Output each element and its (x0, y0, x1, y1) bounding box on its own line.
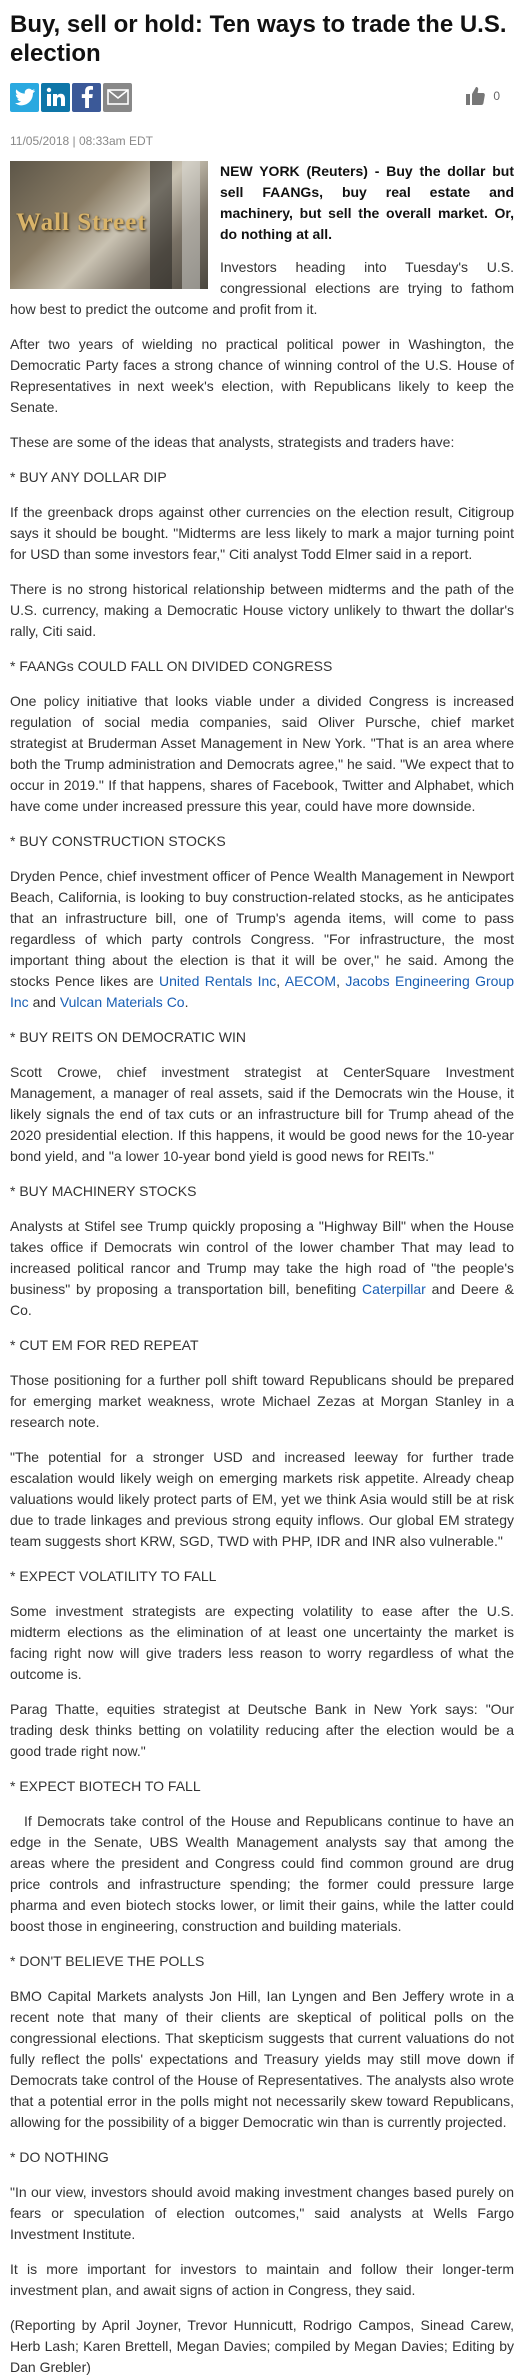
facebook-icon (80, 86, 94, 108)
paragraph: "The potential for a stronger USD and increased leeway for further trade escalation would likely weigh on emerging markets risk appetite. Already cheap valuations would likely protect parts of EM, yet we think Asia would still be at risk due to trade linkages and previous strong equity inflows. Our global EM strategy team suggests short KRW, SGD, TWD with PHP, IDR and INR also vulnerable." (10, 1449, 514, 1549)
lead-section (10, 161, 514, 334)
link-aecom[interactable]: AECOM (284, 973, 337, 989)
paragraph: Those positioning for a further poll shift toward Republicans should be prepared for emerging market weakness, wrote Michael Zezas at Morgan Stanley in a research note. (10, 1372, 514, 1430)
publish-date: 11/05/2018 | 08:33am EDT (10, 134, 153, 148)
paragraph-with-links: Dryden Pence, chief investment officer of Pence Wealth Management in Newport Beach, California, is looking to buy construction-related stocks, as he anticipates that an infrastructure bill, one of Trump's agenda items, will come to pass regardless of which party controls Congress. "For infrastructure, the most important thing about the election is that it will be over," he said. Among the stocks Pence likes are United Rentals Inc, AECOM, Jacobs Engineering Group Inc and Vulcan Materials Co. (10, 868, 514, 1010)
paragraph: BMO Capital Markets analysts Jon Hill, Ian Lyngen and Ben Jeffery wrote in a recent note that many of their clients are skeptical of political polls on the congressional elections. That skepticism suggests that current valuations do not fully reflect the polls' expectations and Treasury yields may still move down if Democrats take control of the House of Representatives. The analysts also wrote that a potential error in the polls might not necessarily skew toward Republicans, allowing for the possibility of a bigger Democratic win than is currently projected. (10, 1988, 514, 2130)
like-count: 0 (493, 89, 500, 103)
thumbs-up-icon (465, 86, 485, 106)
paragraph: Some investment strategists are expecting volatility to ease after the U.S. midterm elections as the elimination of at least one uncertainty the market is facing right now will give traders less reason to worry regardless of what the outcome is. (10, 1603, 514, 1682)
twitter-share-button[interactable] (10, 83, 39, 112)
paragraph: "In our view, investors should avoid making investment changes based purely on fears or speculation of election outcomes," said analysts at Wells Fargo Investment Institute. (10, 2184, 514, 2242)
reporting-credits: (Reporting by April Joyner, Trevor Hunnicutt, Rodrigo Campos, Sinead Carew, Herb Lash; Karen Brettell, Megan Davies; compiled by Megan Davies; Editing by Dan Grebler) (10, 2317, 514, 2375)
section-heading: * FAANGs COULD FALL ON DIVIDED CONGRESS (10, 658, 333, 674)
share-bar (10, 80, 514, 114)
article-photo (10, 161, 208, 289)
section-heading: * BUY ANY DOLLAR DIP (10, 469, 167, 485)
email-share-button[interactable] (103, 83, 132, 112)
email-icon (107, 89, 129, 105)
intro-paragraph: Investors heading into Tuesday's U.S. congressional elections are trying to fathom how best to predict the outcome and profit from it. (10, 259, 514, 317)
twitter-icon (15, 88, 35, 106)
photo-sign-text: Wall Street (16, 209, 147, 236)
paragraph: It is more important for investors to maintain and follow their longer-term investment plan, and await signs of action in Congress, they said. (10, 2261, 514, 2298)
facebook-share-button[interactable] (72, 83, 101, 112)
paragraph: There is no strong historical relationship between midterms and the path of the U.S. currency, making a Democratic House victory unlikely to thwart the dollar's rally, Citi said. (10, 581, 514, 639)
section-heading: * BUY CONSTRUCTION STOCKS (10, 833, 226, 849)
paragraph: Parag Thatte, equities strategist at Deutsche Bank in New York says: "Our trading desk thinks betting on volatility reducing after the election would be a good trade right now." (10, 1701, 514, 1759)
paragraph-with-links: Analysts at Stifel see Trump quickly proposing a "Highway Bill" when the House takes office if Democrats win control of the lower chamber That may lead to increased political rancor and Trump may take the high road of "the people's business" by proposing a transportation bill, benefiting Caterpillar and Deere & Co. (10, 1218, 515, 1318)
paragraph: One policy initiative that looks viable under a divided Congress is increased regulation of social media companies, said Oliver Pursche, chief market strategist at Bruderman Asset Management in New York. "That is an area where both the Trump administration and Democrats agree," he said. "We expect that to occur in 2019." If that happens, shares of Facebook, Twitter and Alphabet, which have come under increased pressure this year, could have more downside. (10, 693, 514, 814)
like-widget[interactable] (465, 86, 500, 106)
paragraph: If Democrats take control of the House and Republicans continue to have an edge in the Senate, UBS Wealth Management analysts say that among the areas where the president and Congress could find common ground are drug price controls and infrastructure spending; the former could pressure large pharma and even biotech stocks lower, or limit their gains, while the latter could boost those in engineering, construction and building materials. (10, 1813, 514, 1934)
link-vulcan-materials[interactable]: Vulcan Materials Co (59, 994, 185, 1010)
article-title: Buy, sell or hold: Ten ways to trade the U.S. election (10, 11, 507, 67)
paragraph: Scott Crowe, chief investment strategist at CenterSquare Investment Management, a manager of real assets, said if the Democrats win the House, it likely signals the end of tax cuts or an infrastructure bill for Trump ahead of the 2020 presidential election. If this happens, it would be good news for the 10-year bond yield, and "a lower 10-year bond yield is good news for REITs." (10, 1064, 514, 1164)
link-caterpillar[interactable]: Caterpillar (362, 1281, 426, 1297)
paragraph: After two years of wielding no practical political power in Washington, the Democratic Party faces a strong chance of winning control of the U.S. House of Representatives in next week's election, with Republicans likely to keep the Senate. (10, 336, 514, 415)
section-heading: * CUT EM FOR RED REPEAT (10, 1337, 199, 1353)
paragraph: These are some of the ideas that analysts, strategists and traders have: (10, 434, 455, 450)
section-heading: * DO NOTHING (10, 2149, 109, 2165)
linkedin-icon (46, 87, 66, 107)
section-heading: * DON'T BELIEVE THE POLLS (10, 1953, 205, 1969)
link-united-rentals[interactable]: United Rentals Inc (158, 973, 277, 989)
section-heading: * EXPECT BIOTECH TO FALL (10, 1778, 201, 1794)
section-heading: * EXPECT VOLATILITY TO FALL (10, 1568, 217, 1584)
section-heading: * BUY REITS ON DEMOCRATIC WIN (10, 1029, 246, 1045)
paragraph: If the greenback drops against other currencies on the election result, Citigroup says it should be bought. "Midterms are less likely to mark a major turning point for USD than some investors fear," Citi analyst Todd Elmer said in a report. (10, 504, 514, 562)
linkedin-share-button[interactable] (41, 83, 70, 112)
lead-paragraph: NEW YORK (Reuters) - Buy the dollar but sell FAANGs, buy real estate and machinery, but sell the overall market. Or, do nothing at all. (220, 163, 514, 242)
section-heading: * BUY MACHINERY STOCKS (10, 1183, 197, 1199)
link-jacobs-engineering[interactable]: Jacobs Engineering Group Inc (10, 973, 514, 1010)
